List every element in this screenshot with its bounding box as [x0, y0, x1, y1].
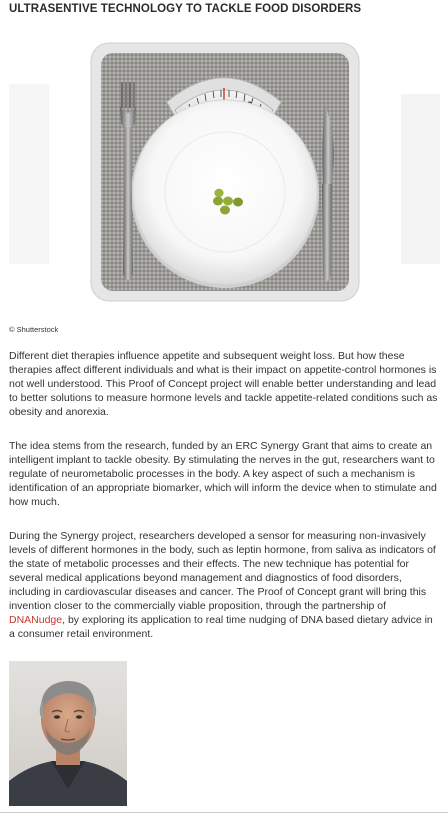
dnanudge-link[interactable]: DNANudge	[9, 614, 63, 626]
hero-image-scale-plate	[9, 24, 440, 314]
paragraph-3-text-after: , by exploring its application to real time nudging of DNA based dietary advice in a consumer retail environment.	[9, 614, 433, 640]
researcher-portrait	[9, 661, 127, 806]
paragraph-2: The idea stems from the research, funded by an ERC Synergy Grant that aims to create an intelligent implant to tackle obesity. By stimulating the nerves in the gut, researchers want to regulate of neurometabolic processes in the body. A key aspect of such a mechanism is identification of an appropriate biomarker, which will inform the device when to stimulate and how much.	[9, 440, 437, 508]
article-title: ULTRASENTIVE TECHNOLOGY TO TACKLE FOOD DISORDERS	[9, 3, 362, 15]
bottom-divider	[0, 812, 448, 813]
paragraph-1: Different diet therapies influence appetite and subsequent weight loss. But how these therapies affect different individuals and what is their impact on appetite-control hormones is not well understood. This Proof of Concept project will enable better understanding and lead to better solutions to measure hormone levels and tackle appetite-related conditions such as obesity and anorexia.	[9, 350, 438, 418]
paragraph-3	[9, 529, 441, 641]
scale-plate-illustration	[9, 24, 440, 314]
image-credit: © Shutterstock	[9, 325, 59, 334]
paragraph-3-text-before: During the Synergy project, researchers developed a sensor for measuring non-invasively levels of different hormones in the body, such as leptin hormone, from saliva as indicators of the state of metabolic processes and their effects. The new technique has potential for several medical applications beyond management and diagnostics of food disorders, including in cardiovascular diseases and cancer. The Proof of Concept grant will bring this invention closer to the commercially viable proposition, through the partnership of	[9, 530, 436, 612]
